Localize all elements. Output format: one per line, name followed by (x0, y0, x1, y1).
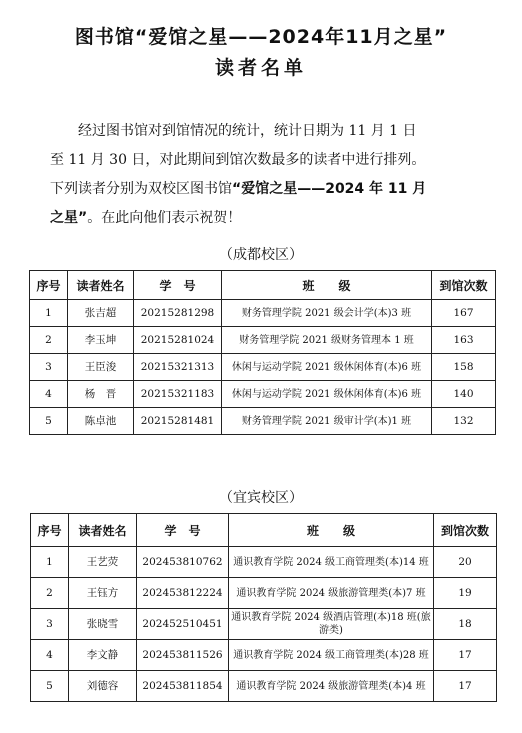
cell-id: 20215281024 (134, 327, 222, 354)
cell-id: 20215321313 (134, 354, 222, 381)
cell-no: 1 (30, 300, 68, 327)
cell-count: 19 (434, 578, 497, 609)
table-header-row (30, 271, 496, 300)
cell-count: 167 (432, 300, 496, 327)
cell-no: 5 (31, 671, 69, 702)
cell-no: 4 (30, 381, 68, 408)
cell-count: 17 (434, 671, 497, 702)
table-row (31, 671, 497, 702)
intro-paragraph (50, 117, 480, 233)
header-no: 序号 (31, 514, 69, 547)
table-row (30, 327, 496, 354)
cell-name: 王艺荧 (69, 547, 137, 578)
cell-name: 杨 晋 (68, 381, 134, 408)
intro-line-3-prefix: 下列读者分别为双校区图书馆 (50, 181, 232, 197)
cell-id: 202453810762 (137, 547, 229, 578)
cell-name: 张吉超 (68, 300, 134, 327)
cell-id: 202452510451 (137, 609, 229, 640)
intro-line-4 (50, 204, 480, 233)
table-header-row (31, 514, 497, 547)
cell-class: 通识教育学院 2024 级工商管理类(本)28 班 (229, 640, 434, 671)
cell-id: 202453811854 (137, 671, 229, 702)
cell-name: 刘德容 (69, 671, 137, 702)
cell-name: 王钰方 (69, 578, 137, 609)
intro-line-2: 至 11 月 30 日，对此期间到馆次数最多的读者中进行排列。 (50, 152, 426, 168)
cell-id: 20215281481 (134, 408, 222, 435)
cell-class: 通识教育学院 2024 级酒店管理(本)18 班(旅游类) (229, 609, 434, 640)
campus1-table (29, 270, 496, 435)
table-row (30, 381, 496, 408)
cell-name: 张晓雪 (69, 609, 137, 640)
cell-no: 4 (31, 640, 69, 671)
cell-name: 王臣浚 (68, 354, 134, 381)
table-row (31, 547, 497, 578)
cell-count: 140 (432, 381, 496, 408)
cell-count: 17 (434, 640, 497, 671)
header-name: 读者姓名 (68, 271, 134, 300)
document-subtitle: 读者名单 (214, 57, 307, 79)
cell-no: 5 (30, 408, 68, 435)
cell-name: 李文静 (69, 640, 137, 671)
campus1-label: （成都校区） (219, 247, 303, 263)
header-no: 序号 (30, 271, 68, 300)
intro-line-4-suffix: 。在此向他们表示祝贺！ (87, 210, 242, 226)
document-title: 图书馆“爱馆之星——2024年11月之星” (74, 26, 448, 48)
table-row (31, 609, 497, 640)
cell-name: 陈卓池 (68, 408, 134, 435)
cell-id: 20215321183 (134, 381, 222, 408)
cell-class: 休闲与运动学院 2021 级休闲体育(本)6 班 (222, 381, 432, 408)
cell-class: 休闲与运动学院 2021 级休闲体育(本)6 班 (222, 354, 432, 381)
table-row (30, 408, 496, 435)
cell-name: 李玉坤 (68, 327, 134, 354)
cell-class: 财务管理学院 2021 级财务管理本 1 班 (222, 327, 432, 354)
cell-class: 通识教育学院 2024 级工商管理类(本)14 班 (229, 547, 434, 578)
header-class: 班 级 (229, 514, 434, 547)
cell-count: 132 (432, 408, 496, 435)
intro-line-3-bold: “爱馆之星——2024 年 11 月 (232, 181, 427, 197)
campus2-label: （宜宾校区） (219, 490, 303, 506)
cell-class: 通识教育学院 2024 级旅游管理类(本)7 班 (229, 578, 434, 609)
table-row (31, 640, 497, 671)
cell-class: 财务管理学院 2021 级会计学(本)3 班 (222, 300, 432, 327)
intro-line-1: 经过图书馆对到馆情况的统计，统计日期为 11 月 1 日 (78, 123, 417, 139)
intro-line-4-bold: 之星” (50, 210, 88, 226)
table-row (30, 300, 496, 327)
cell-no: 2 (31, 578, 69, 609)
cell-id: 20215281298 (134, 300, 222, 327)
cell-no: 1 (31, 547, 69, 578)
header-class: 班 级 (222, 271, 432, 300)
cell-count: 158 (432, 354, 496, 381)
cell-no: 3 (31, 609, 69, 640)
cell-count: 163 (432, 327, 496, 354)
header-count: 到馆次数 (432, 271, 496, 300)
cell-id: 202453812224 (137, 578, 229, 609)
cell-no: 3 (30, 354, 68, 381)
cell-count: 20 (434, 547, 497, 578)
intro-line-3 (50, 175, 480, 204)
header-count: 到馆次数 (434, 514, 497, 547)
table-row (31, 578, 497, 609)
header-id: 学 号 (134, 271, 222, 300)
cell-count: 18 (434, 609, 497, 640)
table-row (30, 354, 496, 381)
cell-no: 2 (30, 327, 68, 354)
cell-class: 通识教育学院 2024 级旅游管理类(本)4 班 (229, 671, 434, 702)
header-name: 读者姓名 (69, 514, 137, 547)
cell-class: 财务管理学院 2021 级审计学(本)1 班 (222, 408, 432, 435)
header-id: 学 号 (137, 514, 229, 547)
campus2-table (30, 513, 497, 702)
cell-id: 202453811526 (137, 640, 229, 671)
